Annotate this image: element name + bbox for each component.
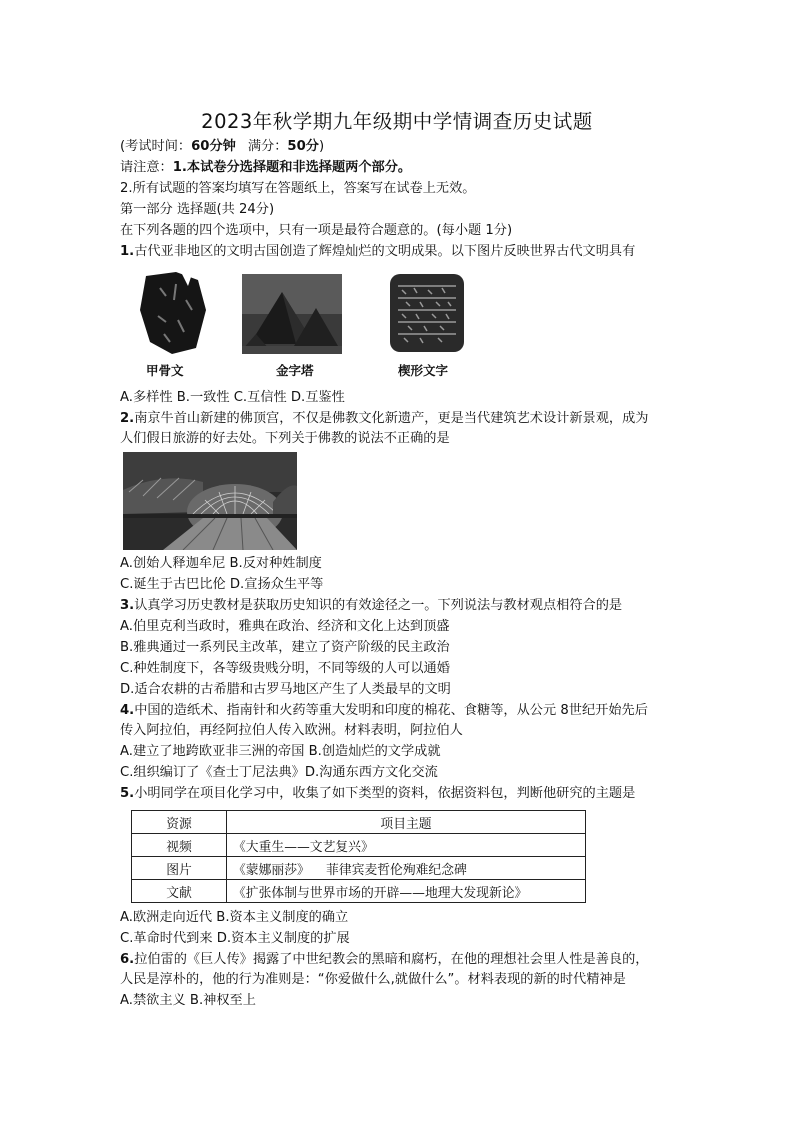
q2-options-1: A.创始人释迦牟尼 B.反对种姓制度: [120, 556, 322, 571]
cropped-text-remnant: [120, 800, 590, 806]
table-header-row: [132, 811, 586, 834]
question-4-line-1: [120, 702, 648, 720]
q1-options: A.多样性 B.一致性 C.互信性 D.互鉴性: [120, 390, 345, 405]
caption-oracle-bone: 甲骨文: [146, 363, 184, 378]
question-1: [120, 243, 635, 261]
buddha-palace-drawing: [123, 452, 297, 550]
table-cell: 图片: [132, 857, 227, 880]
resource-table: [131, 810, 586, 903]
time-suffix: ): [318, 139, 325, 154]
question-number: 2.: [120, 411, 135, 426]
notice-1: 1.本试卷分选择题和非选择题两个部分。: [172, 160, 412, 175]
table-row: [132, 834, 586, 857]
table-cell: 《蒙娜丽莎》 菲律宾麦哲伦殉难纪念碑: [227, 857, 586, 880]
full-value: 50分: [287, 139, 319, 154]
table-header-cell: 项目主题: [227, 811, 586, 834]
cropped-text-strokes: [120, 805, 590, 806]
question-text: 拉伯雷的《巨人传》揭露了中世纪教会的黑暗和腐朽，在他的理想社会里人性是善良的，: [134, 952, 649, 967]
question-2-line-2: 人们假日旅游的好去处。下列关于佛教的说法不正确的是: [120, 431, 450, 446]
instruction: 在下列各题的四个选项中，只有一项是最符合题意的。(每小题 1分): [120, 223, 513, 238]
notice-line-2: 2.所有试题的答案均填写在答题纸上，答案写在试卷上无效。: [120, 181, 476, 196]
exam-time-line: [120, 138, 324, 156]
part-title: 第一部分 选择题(共 24分): [120, 202, 275, 217]
question-4-line-2: 传入阿拉伯，再经阿拉伯人传入欧洲。材料表明，阿拉伯人: [120, 723, 463, 738]
question-number: 5.: [120, 786, 135, 801]
q4-options-2: C.组织编订了《查士丁尼法典》D.沟通东西方文化交流: [120, 765, 438, 780]
caption-cuneiform: 楔形文字: [398, 363, 449, 378]
q2-options-2: C.诞生于古巴比伦 D.宣扬众生平等: [120, 577, 324, 592]
question-number: 4.: [120, 703, 135, 718]
q1-image-strip: [122, 268, 478, 380]
caption-pyramid: 金字塔: [276, 363, 314, 378]
table-row: [132, 880, 586, 903]
q5-options-2: C.革命时代到来 D.资本主义制度的扩展: [120, 931, 350, 946]
question-2-line-1: [120, 410, 649, 428]
q3-option-a: A.伯里克利当政时，雅典在政治、经济和文化上达到顶盛: [120, 619, 450, 634]
question-number: 6.: [120, 952, 135, 967]
q5-options-1: A.欧洲走向近代 B.资本主义制度的确立: [120, 910, 349, 925]
q3-option-d: D.适合农耕的古希腊和古罗马地区产生了人类最早的文明: [120, 682, 451, 697]
question-text: 小明同学在项目化学习中，收集了如下类型的资料，依据资料包，判断他研究的主题是: [134, 786, 636, 801]
notice-prefix: 请注意：: [120, 160, 173, 175]
table-cell: 《大重生——文艺复兴》: [227, 834, 586, 857]
question-6-line-1: [120, 951, 649, 969]
question-number: 3.: [120, 598, 135, 613]
pyramid-image: [242, 274, 342, 354]
question-text: 古代亚非地区的文明古国创造了辉煌灿烂的文明成果。以下图片反映世界古代文明具有: [134, 244, 636, 259]
q3-option-c: C.种姓制度下，各等级贵贱分明，不同等级的人可以通婚: [120, 661, 450, 676]
notice-line-1: [120, 159, 411, 177]
q3-option-b: B.雅典通过一系列民主改革，建立了资产阶级的民主政治: [120, 640, 450, 655]
question-3: [120, 597, 622, 615]
question-text: 南京牛首山新建的佛顶宫，不仅是佛教文化新遗产，更是当代建筑艺术设计新景观，成为: [134, 411, 649, 426]
table-cell: 《扩张体制与世界市场的开辟——地理大发现新论》: [227, 880, 586, 903]
oracle-bone-image: [136, 270, 208, 356]
exam-title: 2023年秋学期九年级期中学情调查历史试题: [201, 110, 593, 133]
question-text: 认真学习历史教材是获取历史知识的有效途径之一。下列说法与教材观点相符合的是: [134, 598, 623, 613]
table-row: [132, 857, 586, 880]
cuneiform-tablet-image: [386, 270, 468, 356]
table-cell: 视频: [132, 834, 227, 857]
question-6-line-2: 人民是淳朴的，他的行为准则是：“你爱做什么,就做什么”。材料表现的新的时代精神是: [120, 972, 626, 987]
table-header-cell: 资源: [132, 811, 227, 834]
buddha-palace-image: [123, 452, 297, 550]
question-text: 中国的造纸术、指南针和火药等重大发明和印度的棉花、食糖等，从公元 8世纪开始先后: [134, 703, 648, 718]
question-number: 1.: [120, 244, 135, 259]
table-cell: 文献: [132, 880, 227, 903]
full-label: 满分：: [247, 139, 288, 154]
q4-options-1: A.建立了地跨欧亚非三洲的帝国 B.创造灿烂的文学成就: [120, 744, 441, 759]
time-prefix: (考试时间：: [120, 139, 192, 154]
q6-options-1: A.禁欲主义 B.神权至上: [120, 993, 256, 1008]
time-value: 60分钟: [191, 139, 236, 154]
